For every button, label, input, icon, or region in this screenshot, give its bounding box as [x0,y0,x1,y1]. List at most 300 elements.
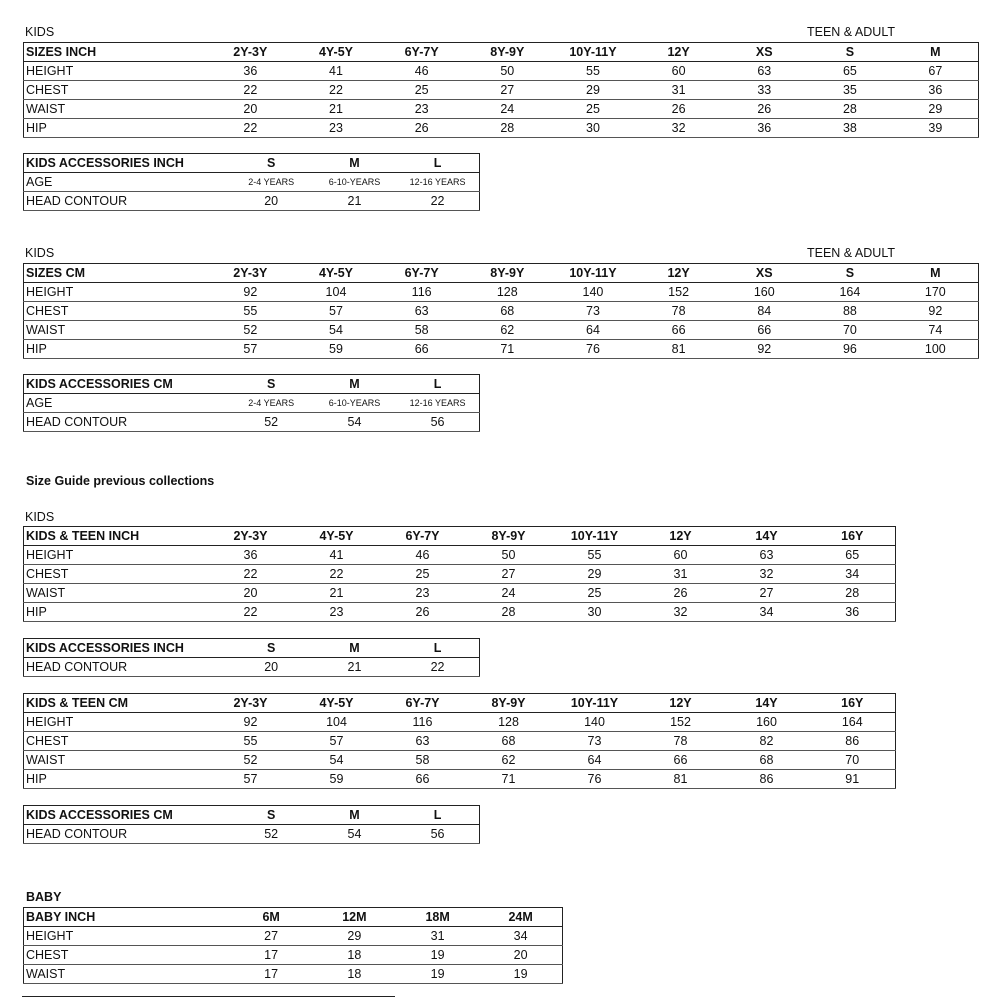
baby-inch-table [23,907,563,984]
table-cell: 140 [550,283,636,302]
column-header-cell: 18M [396,908,479,927]
table-cell: 66 [379,340,465,359]
table-header-row [24,375,480,394]
column-header-cell: L [396,375,479,394]
row-label-cell: HEIGHT [24,283,208,302]
kids-label-1: KIDS [25,25,55,39]
table-cell: 27 [724,584,810,603]
kids-accessories-cm-prev-table [23,805,480,844]
column-header-cell: 10Y-11Y [550,43,636,62]
table-row [24,413,480,432]
table-header-row [24,908,563,927]
table-header-row [24,154,480,173]
table-cell: 38 [807,119,893,138]
table-cell: 73 [552,732,638,751]
table-cell: 25 [552,584,638,603]
table-cell: 57 [208,770,294,789]
column-header-cell: M [313,639,396,658]
table-cell: 128 [464,283,550,302]
table-cell: 66 [636,321,722,340]
table-cell: 36 [208,546,294,565]
row-label-cell: CHEST [24,565,208,584]
table-cell: 28 [464,119,550,138]
table-cell: 92 [893,302,979,321]
column-header-cell: 6M [230,908,313,927]
row-label-cell: HEIGHT [24,713,208,732]
table-cell: 104 [293,283,379,302]
column-header-cell: L [396,806,479,825]
table-cell: 29 [893,100,979,119]
table-cell: 23 [293,119,379,138]
row-label-cell: AGE [24,394,230,413]
table-cell: 27 [464,81,550,100]
table-row [24,732,896,751]
table-title-cell: KIDS & TEEN CM [24,694,208,713]
table-cell: 57 [293,302,379,321]
column-header-cell: 12Y [636,264,722,283]
table-cell: 32 [724,565,810,584]
table-cell: 57 [208,340,294,359]
table-cell: 86 [724,770,810,789]
table-cell: 160 [721,283,807,302]
table-cell: 116 [379,283,465,302]
table-cell: 30 [552,603,638,622]
row-label-cell: HEAD CONTOUR [24,413,230,432]
column-header-cell: XS [721,264,807,283]
column-header-cell: M [313,154,396,173]
table-row [24,119,979,138]
table-cell: 22 [208,81,294,100]
table-cell: 52 [208,321,294,340]
table-cell: 164 [807,283,893,302]
table-cell: 46 [380,546,466,565]
table-row [24,603,896,622]
table-cell: 20 [208,584,294,603]
table-cell: 41 [293,62,379,81]
table-cell: 26 [721,100,807,119]
table-cell: 128 [466,713,552,732]
table-cell: 92 [208,283,294,302]
table-cell: 63 [724,546,810,565]
table-cell: 56 [396,413,479,432]
table-row [24,825,480,844]
table-row [24,173,480,192]
table-cell: 54 [313,413,396,432]
row-label-cell: HIP [24,603,208,622]
column-header-cell: M [893,43,979,62]
row-label-cell: CHEST [24,81,208,100]
row-label-cell: WAIST [24,751,208,770]
table-cell: 21 [293,100,379,119]
table-row [24,283,979,302]
column-header-cell: 4Y-5Y [293,43,379,62]
sizes-inch-table [23,42,979,138]
table-title-cell: KIDS & TEEN INCH [24,527,208,546]
table-cell: 64 [552,751,638,770]
table-cell: 34 [810,565,896,584]
table-cell: 68 [466,732,552,751]
row-label-cell: HEAD CONTOUR [24,825,230,844]
table-cell: 25 [550,100,636,119]
baby-label: BABY [26,890,62,904]
kids-accessories-cm-table [23,374,480,432]
table-title-cell: BABY INCH [24,908,230,927]
column-header-cell: 4Y-5Y [293,264,379,283]
column-header-cell: 12Y [638,527,724,546]
kids-teen-cm-table [23,693,896,789]
table-cell: 20 [208,100,294,119]
column-header-cell: 8Y-9Y [464,43,550,62]
table-cell: 58 [379,321,465,340]
column-header-cell: 24M [479,908,562,927]
table-cell: 23 [294,603,380,622]
table-header-row [24,527,896,546]
table-cell: 54 [313,825,396,844]
table-cell: 70 [807,321,893,340]
table-cell: 26 [638,584,724,603]
table-cell: 59 [293,340,379,359]
table-cell: 6-10-YEARS [313,173,396,192]
table-cell: 22 [208,603,294,622]
table-cell: 17 [230,965,313,984]
kids-accessories-inch-table [23,153,480,211]
table-cell: 32 [638,603,724,622]
table-cell: 78 [638,732,724,751]
table-cell: 26 [636,100,722,119]
table-cell: 36 [208,62,294,81]
table-row [24,62,979,81]
column-header-cell: S [230,806,313,825]
table-cell: 55 [208,732,294,751]
table-cell: 100 [893,340,979,359]
row-label-cell: CHEST [24,946,230,965]
table-row [24,927,563,946]
previous-collections-heading: Size Guide previous collections [26,474,215,488]
table-cell: 20 [479,946,562,965]
table-cell: 12-16 YEARS [396,173,479,192]
table-cell: 24 [466,584,552,603]
table-header-row [24,43,979,62]
column-header-cell: 12Y [636,43,722,62]
row-label-cell: HEAD CONTOUR [24,192,230,211]
column-header-cell: 10Y-11Y [552,694,638,713]
table-cell: 82 [724,732,810,751]
table-cell: 170 [893,283,979,302]
table-row [24,770,896,789]
table-cell: 19 [479,965,562,984]
table-cell: 160 [724,713,810,732]
table-cell: 62 [466,751,552,770]
table-cell: 68 [724,751,810,770]
column-header-cell: 12M [313,908,396,927]
table-cell: 2-4 YEARS [230,394,313,413]
table-cell: 63 [379,302,465,321]
row-label-cell: HEAD CONTOUR [24,658,230,677]
column-header-cell: 6Y-7Y [380,527,466,546]
table-row [24,751,896,770]
table-cell: 21 [313,192,396,211]
table-cell: 19 [396,965,479,984]
table-cell: 25 [379,81,465,100]
table-row [24,192,480,211]
table-cell: 41 [294,546,380,565]
table-cell: 52 [230,825,313,844]
table-cell: 66 [380,770,466,789]
column-header-cell: 6Y-7Y [379,264,465,283]
table-cell: 164 [810,713,896,732]
table-cell: 152 [638,713,724,732]
table-cell: 73 [550,302,636,321]
table-cell: 88 [807,302,893,321]
row-label-cell: WAIST [24,584,208,603]
column-header-cell: S [807,43,893,62]
table-cell: 28 [810,584,896,603]
table-title-cell: SIZES CM [24,264,208,283]
table-row [24,658,480,677]
table-row [24,321,979,340]
table-cell: 33 [721,81,807,100]
table-cell: 54 [294,751,380,770]
table-cell: 19 [396,946,479,965]
table-cell: 27 [230,927,313,946]
table-cell: 68 [464,302,550,321]
table-row [24,946,563,965]
table-title-cell: KIDS ACCESSORIES CM [24,806,230,825]
table-cell: 104 [294,713,380,732]
table-cell: 34 [724,603,810,622]
table-title-cell: KIDS ACCESSORIES INCH [24,154,230,173]
column-header-cell: 14Y [724,694,810,713]
table-row [24,546,896,565]
table-cell: 92 [721,340,807,359]
table-row [24,100,979,119]
table-cell: 63 [380,732,466,751]
column-header-cell: 2Y-3Y [208,43,294,62]
column-header-cell: M [893,264,979,283]
table-cell: 35 [807,81,893,100]
table-cell: 58 [380,751,466,770]
table-cell: 65 [810,546,896,565]
row-label-cell: HEIGHT [24,62,208,81]
table-cell: 55 [550,62,636,81]
table-cell: 71 [466,770,552,789]
table-cell: 6-10-YEARS [313,394,396,413]
column-header-cell: XS [721,43,807,62]
table-cell: 84 [721,302,807,321]
table-cell: 30 [550,119,636,138]
column-header-cell: 2Y-3Y [208,527,294,546]
table-cell: 22 [208,119,294,138]
row-label-cell: WAIST [24,965,230,984]
table-cell: 52 [208,751,294,770]
table-cell: 52 [230,413,313,432]
table-cell: 20 [230,192,313,211]
table-cell: 24 [464,100,550,119]
table-cell: 32 [636,119,722,138]
table-cell: 20 [230,658,313,677]
table-cell: 81 [638,770,724,789]
column-header-cell: 16Y [810,527,896,546]
table-cell: 63 [721,62,807,81]
table-cell: 46 [379,62,465,81]
table-cell: 140 [552,713,638,732]
table-cell: 76 [552,770,638,789]
table-header-row [24,806,480,825]
kids-label-3: KIDS [25,510,55,524]
table-cell: 66 [638,751,724,770]
table-cell: 21 [294,584,380,603]
column-header-cell: 16Y [810,694,896,713]
table-cell: 18 [313,965,396,984]
table-title-cell: SIZES INCH [24,43,208,62]
table-cell: 18 [313,946,396,965]
column-header-cell: 6Y-7Y [379,43,465,62]
column-header-cell: 10Y-11Y [552,527,638,546]
column-header-cell: L [396,639,479,658]
column-header-cell: 4Y-5Y [294,694,380,713]
table-row [24,81,979,100]
column-header-cell: 8Y-9Y [466,527,552,546]
column-header-cell: 10Y-11Y [550,264,636,283]
table-cell: 29 [550,81,636,100]
table-cell: 28 [466,603,552,622]
table-row [24,302,979,321]
table-cell: 25 [380,565,466,584]
column-header-cell: L [396,154,479,173]
table-cell: 74 [893,321,979,340]
table-cell: 62 [464,321,550,340]
column-header-cell: 12Y [638,694,724,713]
row-label-cell: AGE [24,173,230,192]
table-cell: 152 [636,283,722,302]
table-cell: 12-16 YEARS [396,394,479,413]
table-cell: 92 [208,713,294,732]
column-header-cell: S [807,264,893,283]
column-header-cell: S [230,375,313,394]
table-cell: 22 [396,658,479,677]
table-cell: 22 [294,565,380,584]
teen-adult-label-1: TEEN & ADULT [807,25,895,39]
table-cell: 26 [380,603,466,622]
table-title-cell: KIDS ACCESSORIES INCH [24,639,230,658]
table-cell: 28 [807,100,893,119]
column-header-cell: M [313,375,396,394]
table-cell: 31 [396,927,479,946]
table-row [24,340,979,359]
table-cell: 78 [636,302,722,321]
table-cell: 60 [636,62,722,81]
table-cell: 34 [479,927,562,946]
table-cell: 36 [721,119,807,138]
teen-adult-label-2: TEEN & ADULT [807,246,895,260]
table-cell: 21 [313,658,396,677]
table-cell: 64 [550,321,636,340]
column-header-cell: 6Y-7Y [380,694,466,713]
table-cell: 57 [294,732,380,751]
table-cell: 56 [396,825,479,844]
table-cell: 17 [230,946,313,965]
row-label-cell: CHEST [24,732,208,751]
table-cell: 36 [810,603,896,622]
table-cell: 22 [396,192,479,211]
table-cell: 81 [636,340,722,359]
table-cell: 91 [810,770,896,789]
column-header-cell: 2Y-3Y [208,694,294,713]
table-cell: 23 [379,100,465,119]
table-cell: 50 [466,546,552,565]
table-cell: 70 [810,751,896,770]
table-cell: 54 [293,321,379,340]
table-title-cell: KIDS ACCESSORIES CM [24,375,230,394]
table-cell: 55 [552,546,638,565]
column-header-cell: 8Y-9Y [466,694,552,713]
table-cell: 50 [464,62,550,81]
table-cell: 23 [380,584,466,603]
row-label-cell: HIP [24,340,208,359]
table-cell: 22 [293,81,379,100]
table-cell: 31 [636,81,722,100]
table-cell: 116 [380,713,466,732]
table-cell: 2-4 YEARS [230,173,313,192]
column-header-cell: S [230,154,313,173]
column-header-cell: 8Y-9Y [464,264,550,283]
table-cell: 59 [294,770,380,789]
row-label-cell: HEIGHT [24,546,208,565]
table-cell: 55 [208,302,294,321]
kids-accessories-inch-prev-table [23,638,480,677]
column-header-cell: S [230,639,313,658]
table-cell: 65 [807,62,893,81]
row-label-cell: CHEST [24,302,208,321]
table-cell: 36 [893,81,979,100]
table-cell: 26 [379,119,465,138]
row-label-cell: HIP [24,770,208,789]
table-cell: 76 [550,340,636,359]
table-row [24,713,896,732]
row-label-cell: WAIST [24,100,208,119]
table-cell: 86 [810,732,896,751]
sizes-cm-table [23,263,979,359]
table-cell: 67 [893,62,979,81]
table-cell: 71 [464,340,550,359]
table-cell: 96 [807,340,893,359]
table-header-row [24,694,896,713]
column-header-cell: 4Y-5Y [294,527,380,546]
table-cell: 29 [552,565,638,584]
table-row [24,584,896,603]
row-label-cell: HEIGHT [24,927,230,946]
kids-teen-inch-table [23,526,896,622]
row-label-cell: HIP [24,119,208,138]
table-row [24,565,896,584]
row-label-cell: WAIST [24,321,208,340]
table-cell: 29 [313,927,396,946]
table-header-row [24,639,480,658]
table-cell: 31 [638,565,724,584]
kids-label-2: KIDS [25,246,55,260]
table-cell: 39 [893,119,979,138]
column-header-cell: 2Y-3Y [208,264,294,283]
table-cell: 60 [638,546,724,565]
table-cell: 22 [208,565,294,584]
table-top-edge-partial [22,996,395,997]
table-header-row [24,264,979,283]
column-header-cell: 14Y [724,527,810,546]
table-row [24,965,563,984]
table-cell: 66 [721,321,807,340]
column-header-cell: M [313,806,396,825]
table-row [24,394,480,413]
